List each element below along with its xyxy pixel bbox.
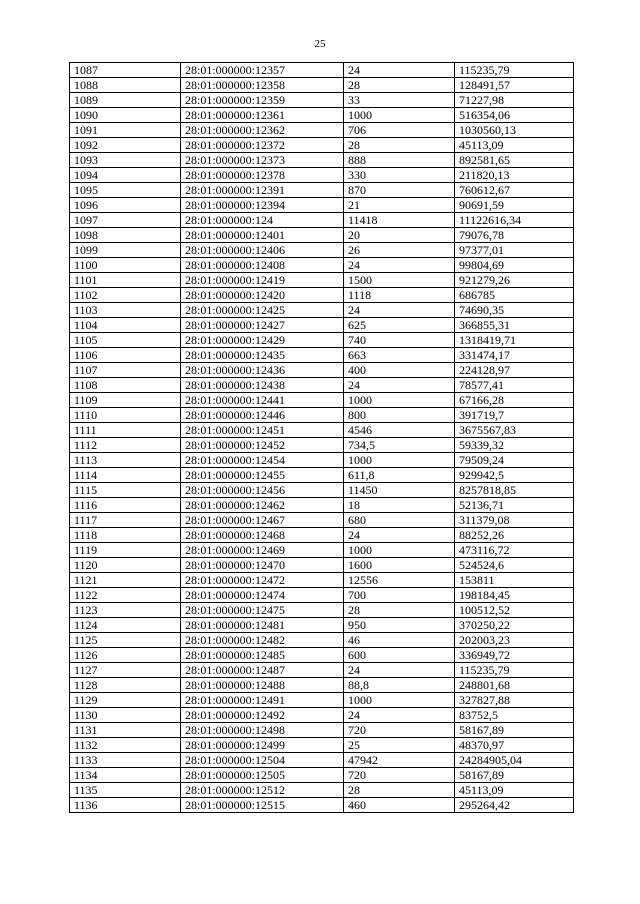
cadastral-number-cell: 28:01:000000:12378 <box>181 168 344 183</box>
value-cell: 67166,28 <box>455 393 574 408</box>
table-row <box>70 498 574 513</box>
table-row <box>70 63 574 78</box>
row-number-cell: 1114 <box>70 468 181 483</box>
row-number-cell: 1111 <box>70 423 181 438</box>
cadastral-number-cell: 28:01:000000:12454 <box>181 453 344 468</box>
value-cell: 58167,89 <box>455 768 574 783</box>
area-cell: 1000 <box>344 108 455 123</box>
table-row <box>70 288 574 303</box>
cadastral-number-cell: 28:01:000000:12472 <box>181 573 344 588</box>
row-number-cell: 1105 <box>70 333 181 348</box>
cadastral-number-cell: 28:01:000000:12470 <box>181 558 344 573</box>
table-row <box>70 198 574 213</box>
cadastral-number-cell: 28:01:000000:12475 <box>181 603 344 618</box>
row-number-cell: 1118 <box>70 528 181 543</box>
table-row <box>70 333 574 348</box>
cadastral-number-cell: 28:01:000000:12455 <box>181 468 344 483</box>
value-cell: 88252,26 <box>455 528 574 543</box>
value-cell: 198184,45 <box>455 588 574 603</box>
table-row <box>70 423 574 438</box>
cadastral-number-cell: 28:01:000000:12359 <box>181 93 344 108</box>
table-row <box>70 438 574 453</box>
cadastral-number-cell: 28:01:000000:12357 <box>181 63 344 78</box>
area-cell: 680 <box>344 513 455 528</box>
area-cell: 740 <box>344 333 455 348</box>
table-row <box>70 318 574 333</box>
table-row <box>70 783 574 798</box>
row-number-cell: 1096 <box>70 198 181 213</box>
cadastral-number-cell: 28:01:000000:12492 <box>181 708 344 723</box>
area-cell: 625 <box>344 318 455 333</box>
value-cell: 79509,24 <box>455 453 574 468</box>
value-cell: 79076,78 <box>455 228 574 243</box>
table-row <box>70 348 574 363</box>
value-cell: 202003,23 <box>455 633 574 648</box>
area-cell: 1600 <box>344 558 455 573</box>
row-number-cell: 1135 <box>70 783 181 798</box>
cadastral-number-cell: 28:01:000000:12468 <box>181 528 344 543</box>
table-row <box>70 228 574 243</box>
row-number-cell: 1132 <box>70 738 181 753</box>
area-cell: 1000 <box>344 543 455 558</box>
table-row <box>70 528 574 543</box>
area-cell: 330 <box>344 168 455 183</box>
row-number-cell: 1128 <box>70 678 181 693</box>
row-number-cell: 1121 <box>70 573 181 588</box>
table-row <box>70 183 574 198</box>
value-cell: 100512,52 <box>455 603 574 618</box>
row-number-cell: 1102 <box>70 288 181 303</box>
table-row <box>70 363 574 378</box>
value-cell: 45113,09 <box>455 783 574 798</box>
cadastral-number-cell: 28:01:000000:12462 <box>181 498 344 513</box>
table-row <box>70 108 574 123</box>
cadastral-number-cell: 28:01:000000:12435 <box>181 348 344 363</box>
cadastral-number-cell: 28:01:000000:12408 <box>181 258 344 273</box>
cadastral-number-cell: 28:01:000000:12420 <box>181 288 344 303</box>
row-number-cell: 1133 <box>70 753 181 768</box>
value-cell: 327827,88 <box>455 693 574 708</box>
area-cell: 700 <box>344 588 455 603</box>
cadastral-number-cell: 28:01:000000:12446 <box>181 408 344 423</box>
row-number-cell: 1087 <box>70 63 181 78</box>
area-cell: 24 <box>344 258 455 273</box>
cadastral-number-cell: 28:01:000000:12438 <box>181 378 344 393</box>
row-number-cell: 1113 <box>70 453 181 468</box>
cadastral-number-cell: 28:01:000000:12427 <box>181 318 344 333</box>
row-number-cell: 1115 <box>70 483 181 498</box>
table-row <box>70 633 574 648</box>
area-cell: 600 <box>344 648 455 663</box>
value-cell: 99804,69 <box>455 258 574 273</box>
row-number-cell: 1116 <box>70 498 181 513</box>
cadastral-number-cell: 28:01:000000:12515 <box>181 798 344 813</box>
cadastral-number-cell: 28:01:000000:12361 <box>181 108 344 123</box>
table-row <box>70 483 574 498</box>
table-row <box>70 408 574 423</box>
area-cell: 870 <box>344 183 455 198</box>
cadastral-number-cell: 28:01:000000:12358 <box>181 78 344 93</box>
value-cell: 59339,32 <box>455 438 574 453</box>
table-row <box>70 243 574 258</box>
cadastral-number-cell: 28:01:000000:12512 <box>181 783 344 798</box>
value-cell: 24284905,04 <box>455 753 574 768</box>
area-cell: 1000 <box>344 393 455 408</box>
area-cell: 47942 <box>344 753 455 768</box>
table-row <box>70 213 574 228</box>
row-number-cell: 1110 <box>70 408 181 423</box>
value-cell: 11122616,34 <box>455 213 574 228</box>
value-cell: 48370,97 <box>455 738 574 753</box>
page-number: 25 <box>314 38 326 50</box>
value-cell: 921279,26 <box>455 273 574 288</box>
cadastral-number-cell: 28:01:000000:12487 <box>181 663 344 678</box>
cadastral-number-cell: 28:01:000000:12482 <box>181 633 344 648</box>
area-cell: 24 <box>344 303 455 318</box>
value-cell: 83752,5 <box>455 708 574 723</box>
row-number-cell: 1131 <box>70 723 181 738</box>
table-row <box>70 393 574 408</box>
table-row <box>70 708 574 723</box>
cadastral-number-cell: 28:01:000000:12505 <box>181 768 344 783</box>
area-cell: 12556 <box>344 573 455 588</box>
cadastral-number-cell: 28:01:000000:12401 <box>181 228 344 243</box>
table-row <box>70 93 574 108</box>
row-number-cell: 1107 <box>70 363 181 378</box>
value-cell: 1030560,13 <box>455 123 574 138</box>
cadastral-number-cell: 28:01:000000:12456 <box>181 483 344 498</box>
row-number-cell: 1104 <box>70 318 181 333</box>
value-cell: 78577,41 <box>455 378 574 393</box>
row-number-cell: 1112 <box>70 438 181 453</box>
table-row <box>70 558 574 573</box>
area-cell: 800 <box>344 408 455 423</box>
row-number-cell: 1095 <box>70 183 181 198</box>
cadastral-number-cell: 28:01:000000:12406 <box>181 243 344 258</box>
value-cell: 366855,31 <box>455 318 574 333</box>
value-cell: 336949,72 <box>455 648 574 663</box>
area-cell: 4546 <box>344 423 455 438</box>
row-number-cell: 1130 <box>70 708 181 723</box>
row-number-cell: 1126 <box>70 648 181 663</box>
area-cell: 611,8 <box>344 468 455 483</box>
row-number-cell: 1109 <box>70 393 181 408</box>
value-cell: 1318419,71 <box>455 333 574 348</box>
table-row <box>70 453 574 468</box>
table-row <box>70 678 574 693</box>
value-cell: 3675567,83 <box>455 423 574 438</box>
value-cell: 8257818,85 <box>455 483 574 498</box>
cadastral-number-cell: 28:01:000000:12481 <box>181 618 344 633</box>
cadastral-number-cell: 28:01:000000:124 <box>181 213 344 228</box>
cadastral-number-cell: 28:01:000000:12425 <box>181 303 344 318</box>
area-cell: 460 <box>344 798 455 813</box>
area-cell: 663 <box>344 348 455 363</box>
row-number-cell: 1119 <box>70 543 181 558</box>
area-cell: 24 <box>344 528 455 543</box>
table-row <box>70 588 574 603</box>
area-cell: 1500 <box>344 273 455 288</box>
value-cell: 153811 <box>455 573 574 588</box>
value-cell: 892581,65 <box>455 153 574 168</box>
area-cell: 400 <box>344 363 455 378</box>
value-cell: 97377,01 <box>455 243 574 258</box>
table-row <box>70 78 574 93</box>
cadastral-number-cell: 28:01:000000:12467 <box>181 513 344 528</box>
value-cell: 58167,89 <box>455 723 574 738</box>
area-cell: 720 <box>344 768 455 783</box>
registry-table <box>69 62 574 813</box>
value-cell: 524524,6 <box>455 558 574 573</box>
row-number-cell: 1134 <box>70 768 181 783</box>
registry-table-body <box>70 63 574 813</box>
area-cell: 28 <box>344 783 455 798</box>
table-row <box>70 168 574 183</box>
value-cell: 45113,09 <box>455 138 574 153</box>
row-number-cell: 1090 <box>70 108 181 123</box>
area-cell: 706 <box>344 123 455 138</box>
table-row <box>70 258 574 273</box>
cadastral-number-cell: 28:01:000000:12372 <box>181 138 344 153</box>
table-row <box>70 378 574 393</box>
area-cell: 888 <box>344 153 455 168</box>
area-cell: 24 <box>344 663 455 678</box>
table-row <box>70 603 574 618</box>
cadastral-number-cell: 28:01:000000:12451 <box>181 423 344 438</box>
area-cell: 11418 <box>344 213 455 228</box>
value-cell: 473116,72 <box>455 543 574 558</box>
cadastral-number-cell: 28:01:000000:12391 <box>181 183 344 198</box>
value-cell: 370250,22 <box>455 618 574 633</box>
table-row <box>70 273 574 288</box>
area-cell: 33 <box>344 93 455 108</box>
row-number-cell: 1089 <box>70 93 181 108</box>
table-row <box>70 513 574 528</box>
cadastral-number-cell: 28:01:000000:12504 <box>181 753 344 768</box>
row-number-cell: 1127 <box>70 663 181 678</box>
area-cell: 20 <box>344 228 455 243</box>
value-cell: 391719,7 <box>455 408 574 423</box>
cadastral-number-cell: 28:01:000000:12469 <box>181 543 344 558</box>
row-number-cell: 1120 <box>70 558 181 573</box>
row-number-cell: 1106 <box>70 348 181 363</box>
table-row <box>70 618 574 633</box>
area-cell: 950 <box>344 618 455 633</box>
row-number-cell: 1123 <box>70 603 181 618</box>
value-cell: 295264,42 <box>455 798 574 813</box>
row-number-cell: 1101 <box>70 273 181 288</box>
area-cell: 1118 <box>344 288 455 303</box>
row-number-cell: 1108 <box>70 378 181 393</box>
area-cell: 18 <box>344 498 455 513</box>
cadastral-number-cell: 28:01:000000:12491 <box>181 693 344 708</box>
table-row <box>70 123 574 138</box>
cadastral-number-cell: 28:01:000000:12441 <box>181 393 344 408</box>
area-cell: 28 <box>344 78 455 93</box>
row-number-cell: 1094 <box>70 168 181 183</box>
value-cell: 686785 <box>455 288 574 303</box>
table-row <box>70 798 574 813</box>
table-row <box>70 663 574 678</box>
table-row <box>70 648 574 663</box>
area-cell: 1000 <box>344 453 455 468</box>
cadastral-number-cell: 28:01:000000:12452 <box>181 438 344 453</box>
row-number-cell: 1124 <box>70 618 181 633</box>
table-row <box>70 738 574 753</box>
cadastral-number-cell: 28:01:000000:12362 <box>181 123 344 138</box>
row-number-cell: 1100 <box>70 258 181 273</box>
row-number-cell: 1129 <box>70 693 181 708</box>
cadastral-number-cell: 28:01:000000:12485 <box>181 648 344 663</box>
area-cell: 1000 <box>344 693 455 708</box>
cadastral-number-cell: 28:01:000000:12474 <box>181 588 344 603</box>
area-cell: 26 <box>344 243 455 258</box>
value-cell: 760612,67 <box>455 183 574 198</box>
value-cell: 74690,35 <box>455 303 574 318</box>
area-cell: 28 <box>344 603 455 618</box>
table-row <box>70 693 574 708</box>
value-cell: 115235,79 <box>455 663 574 678</box>
area-cell: 28 <box>344 138 455 153</box>
cadastral-number-cell: 28:01:000000:12499 <box>181 738 344 753</box>
row-number-cell: 1103 <box>70 303 181 318</box>
value-cell: 311379,08 <box>455 513 574 528</box>
cadastral-number-cell: 28:01:000000:12498 <box>181 723 344 738</box>
table-row <box>70 753 574 768</box>
value-cell: 211820,13 <box>455 168 574 183</box>
row-number-cell: 1093 <box>70 153 181 168</box>
row-number-cell: 1136 <box>70 798 181 813</box>
row-number-cell: 1122 <box>70 588 181 603</box>
value-cell: 52136,71 <box>455 498 574 513</box>
cadastral-number-cell: 28:01:000000:12373 <box>181 153 344 168</box>
row-number-cell: 1117 <box>70 513 181 528</box>
value-cell: 248801,68 <box>455 678 574 693</box>
row-number-cell: 1125 <box>70 633 181 648</box>
value-cell: 90691,59 <box>455 198 574 213</box>
row-number-cell: 1098 <box>70 228 181 243</box>
table-row <box>70 723 574 738</box>
table-row <box>70 468 574 483</box>
value-cell: 224128,97 <box>455 363 574 378</box>
area-cell: 24 <box>344 378 455 393</box>
area-cell: 11450 <box>344 483 455 498</box>
table-row <box>70 138 574 153</box>
cadastral-number-cell: 28:01:000000:12488 <box>181 678 344 693</box>
row-number-cell: 1097 <box>70 213 181 228</box>
area-cell: 46 <box>344 633 455 648</box>
row-number-cell: 1099 <box>70 243 181 258</box>
area-cell: 24 <box>344 708 455 723</box>
value-cell: 71227,98 <box>455 93 574 108</box>
table-row <box>70 153 574 168</box>
value-cell: 128491,57 <box>455 78 574 93</box>
table-row <box>70 573 574 588</box>
value-cell: 331474,17 <box>455 348 574 363</box>
area-cell: 21 <box>344 198 455 213</box>
row-number-cell: 1092 <box>70 138 181 153</box>
cadastral-number-cell: 28:01:000000:12436 <box>181 363 344 378</box>
area-cell: 734,5 <box>344 438 455 453</box>
area-cell: 24 <box>344 63 455 78</box>
table-row <box>70 543 574 558</box>
row-number-cell: 1088 <box>70 78 181 93</box>
area-cell: 720 <box>344 723 455 738</box>
value-cell: 115235,79 <box>455 63 574 78</box>
cadastral-number-cell: 28:01:000000:12394 <box>181 198 344 213</box>
table-row <box>70 303 574 318</box>
row-number-cell: 1091 <box>70 123 181 138</box>
area-cell: 88,8 <box>344 678 455 693</box>
area-cell: 25 <box>344 738 455 753</box>
cadastral-number-cell: 28:01:000000:12429 <box>181 333 344 348</box>
value-cell: 929942,5 <box>455 468 574 483</box>
value-cell: 516354,06 <box>455 108 574 123</box>
cadastral-number-cell: 28:01:000000:12419 <box>181 273 344 288</box>
table-row <box>70 768 574 783</box>
